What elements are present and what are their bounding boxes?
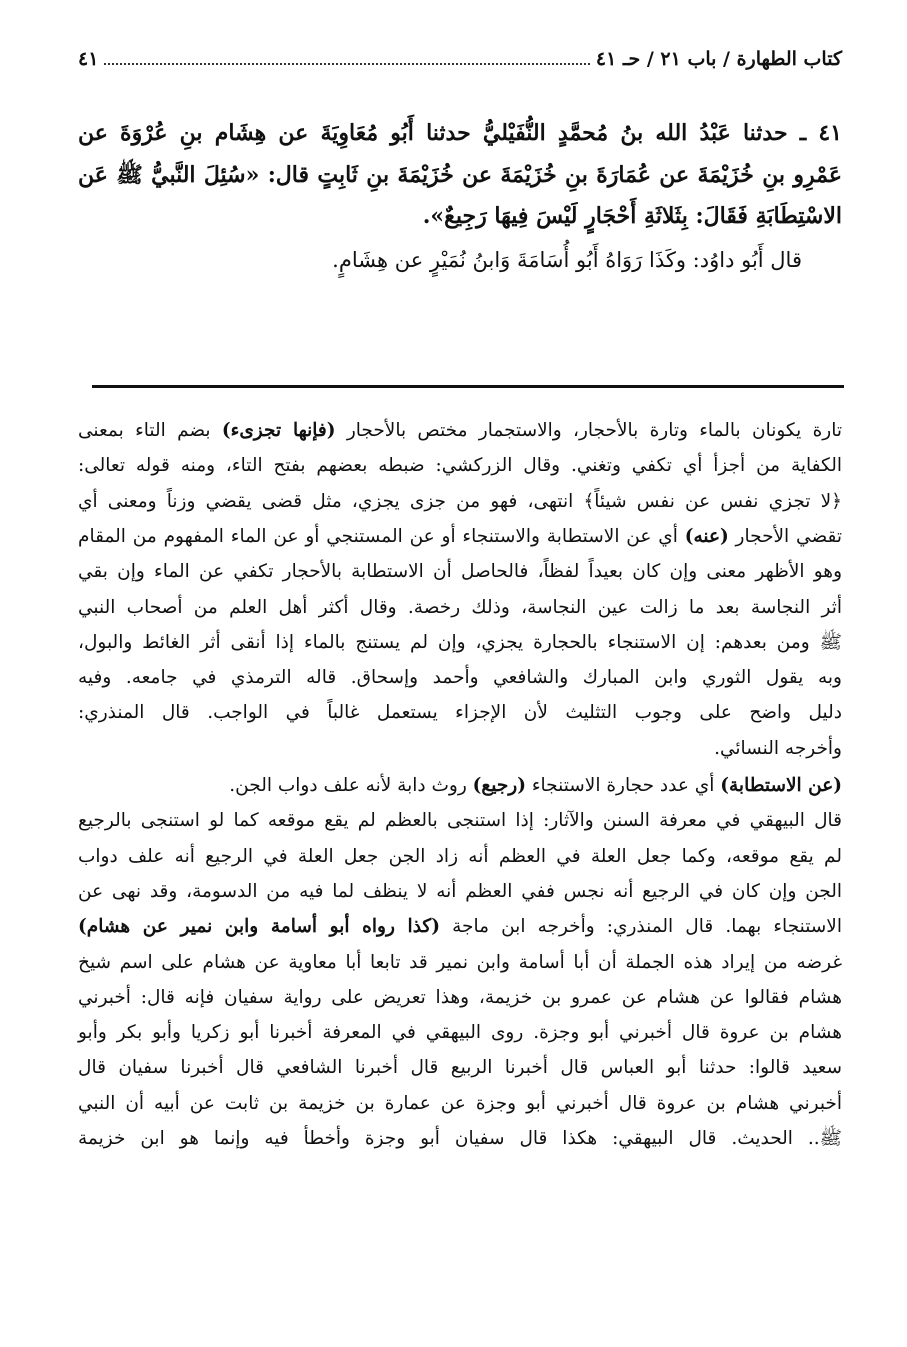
commentary-line <box>78 561 842 582</box>
commentary-segment: أي عدد حجارة الاستنجاء <box>525 775 721 796</box>
commentary-line <box>78 702 842 723</box>
commentary-segment: روث دابة لأنه علف دواب الجن. <box>229 775 473 796</box>
hadith-line: ٤١ ـ حدثنا عَبْدُ الله بنُ مُحمَّدٍ النُّفَيْليُّ حدثنا أَبُو مُعَاوِيَةَ عن هِشَام بنِ عُرْوَةَ عن <box>78 120 842 146</box>
running-header <box>78 48 842 78</box>
commentary-segment: وهو الأظهر معنى وإن كان بعيداً لفظاً، فالحاصل أن الاستطابة بالأحجار تكفي عن الماء وإن بقي <box>78 561 842 583</box>
header-title: كتاب الطهارة / باب ٢١ / حـ ٤١ <box>595 48 842 70</box>
commentary-segment: غرضه من إيراد هذه الجملة أن أبا أسامة وابن نمير قد تابعا أبا معاوية عن هشام على اسم شيخ <box>78 951 842 973</box>
commentary-line <box>78 455 842 476</box>
hadith-line: الاسْتِطَابَةِ فَقَالَ: بِثَلاثَةِ أَحْجَارٍ لَيْسَ فِيهَا رَجِيعٌ». <box>422 203 842 229</box>
page-number: ٤١ <box>78 48 99 70</box>
commentary-segment: تارة يكونان بالماء وتارة بالأحجار، والاستجمار مختص بالأحجار <box>335 420 842 441</box>
commentary-segment: أثر النجاسة بعد ما زالت عين النجاسة، وذلك رخصة. وقال أكثر أهل العلم من أصحاب النبي <box>78 596 842 618</box>
bold-lemma: (عنه) <box>684 525 729 547</box>
commentary-line <box>78 597 842 618</box>
commentary-line <box>78 916 842 937</box>
commentary-line <box>78 667 842 688</box>
commentary-line <box>78 420 842 441</box>
commentary-segment: قال البيهقي في معرفة السنن والآثار: إذا استنجى بالعظم لم يقع موقعه كما لو استنجى بالرجيع <box>78 810 842 832</box>
commentary-line <box>78 526 842 547</box>
commentary-line <box>78 1022 842 1043</box>
commentary-segment: أي عن الاستطابة والاستنجاء أو عن المستنجي أو عن الماء المفهوم من المقام <box>78 525 685 547</box>
bold-lemma: (كذا رواه أبو أسامة وابن نمير عن هشام) <box>78 916 440 938</box>
commentary-segment: لم يقع موقعه، وكما جعل العلة في العظم أنه زاد الجن جعل العلة في الرجيع أنه علف دواب <box>78 845 842 867</box>
commentary-segment: دليل واضح على وجوب التثليث لأن الإجزاء يستعمل غالباً في الواجب. قال المنذري: <box>78 702 842 724</box>
bold-lemma: (فإنها تجزىء) <box>221 420 336 441</box>
commentary-segment: الجن وإن كان في الرجيع أنه نجس ففي العظم أنه لا ينظف لما فيه من الدسومة، وقد نهى عن <box>78 880 842 902</box>
commentary-segment: تقضي الأحجار <box>728 525 842 547</box>
commentary-segment: وأخرجه النسائي. <box>714 737 842 759</box>
commentary-line <box>78 1093 842 1114</box>
commentary-line <box>78 1057 842 1078</box>
commentary-line <box>78 632 842 658</box>
commentary-segment: ﷺ ومن بعدهم: إن الاستنجاء بالحجارة يجزي، وإن لم يستنج بالماء إذا أنقى أثر الغائط والبول، <box>78 631 842 653</box>
commentary-line <box>78 846 842 867</box>
commentary-line <box>78 987 842 1008</box>
commentary-line <box>78 1128 842 1154</box>
commentary-segment: الكفاية من أجزأ أي تكفي وتغني. وقال الزركشي: ضبطه بعضهم بفتح التاء، ومنه قوله تعالى: <box>78 455 842 477</box>
bold-lemma: (رجيع) <box>472 775 526 796</box>
commentary-segment: هشام بن عروة قال أخبرني أبو وجزة. روى البيهقي في المعرفة أخبرنا أبو زكريا وأبو بكر وأبو <box>78 1022 842 1044</box>
commentary-segment: وبه يقول الثوري وابن المبارك والشافعي وأحمد وإسحاق. قاله الترمذي في جامعه. وفيه <box>78 667 842 689</box>
commentary-segment: ﴿لا تجزي نفس عن نفس شيئاً﴾ انتهى، فهو من جزى يجزي، مثل قضى يقضي وزناً ومعنى أي <box>78 490 842 512</box>
commentary-segment: أخبرني هشام بن عروة قال أخبرني أبو وجزة عن عمارة بن خزيمة بن ثابت عن أبيه أن النبي <box>78 1092 842 1114</box>
commentary-line <box>78 775 842 796</box>
commentary-segment: سعيد قالوا: حدثنا أبو العباس قال أخبرنا الربيع قال أخبرنا الشافعي قال أخبرنا سفيان قال <box>78 1057 842 1079</box>
abu-dawud-note: قال أَبُو داوُد: وكَذَا رَوَاهُ أَبُو أُسَامَةَ وَابنُ نُمَيْرٍ عن هِشَامٍ. <box>332 248 802 272</box>
commentary-line <box>78 738 842 759</box>
commentary-line <box>78 810 842 831</box>
commentary-segment: الاستنجاء بهما. قال المنذري: وأخرجه ابن ماجة <box>439 916 842 938</box>
commentary-segment: بضم التاء بمعنى <box>78 420 222 441</box>
commentary-segment: ﷺ.. الحديث. قال البيهقي: هكذا قال سفيان أبو وجزة وأخطأ فيه وإنما هو ابن خزيمة <box>78 1128 842 1149</box>
commentary-segment: هشام فقالوا عن هشام عن عمرو بن خزيمة، وهذا تعريض على رواية سفيان فإنه قال: أخبرني <box>78 986 842 1008</box>
commentary-line <box>78 881 842 902</box>
footnote-divider <box>92 385 844 388</box>
bold-lemma: (عن الاستطابة) <box>720 775 842 796</box>
hadith-line: عَمْرِو بنِ خُزَيْمَةَ عن عُمَارَةَ بنِ خُزَيْمَةَ عن خُزَيْمَةَ بنِ ثَابِتٍ قال: «سُئِلَ النَّبيُّ ﷺ عَن <box>78 162 842 188</box>
commentary-line <box>78 491 842 512</box>
commentary-line <box>78 952 842 973</box>
header-dot-leader <box>104 51 589 65</box>
